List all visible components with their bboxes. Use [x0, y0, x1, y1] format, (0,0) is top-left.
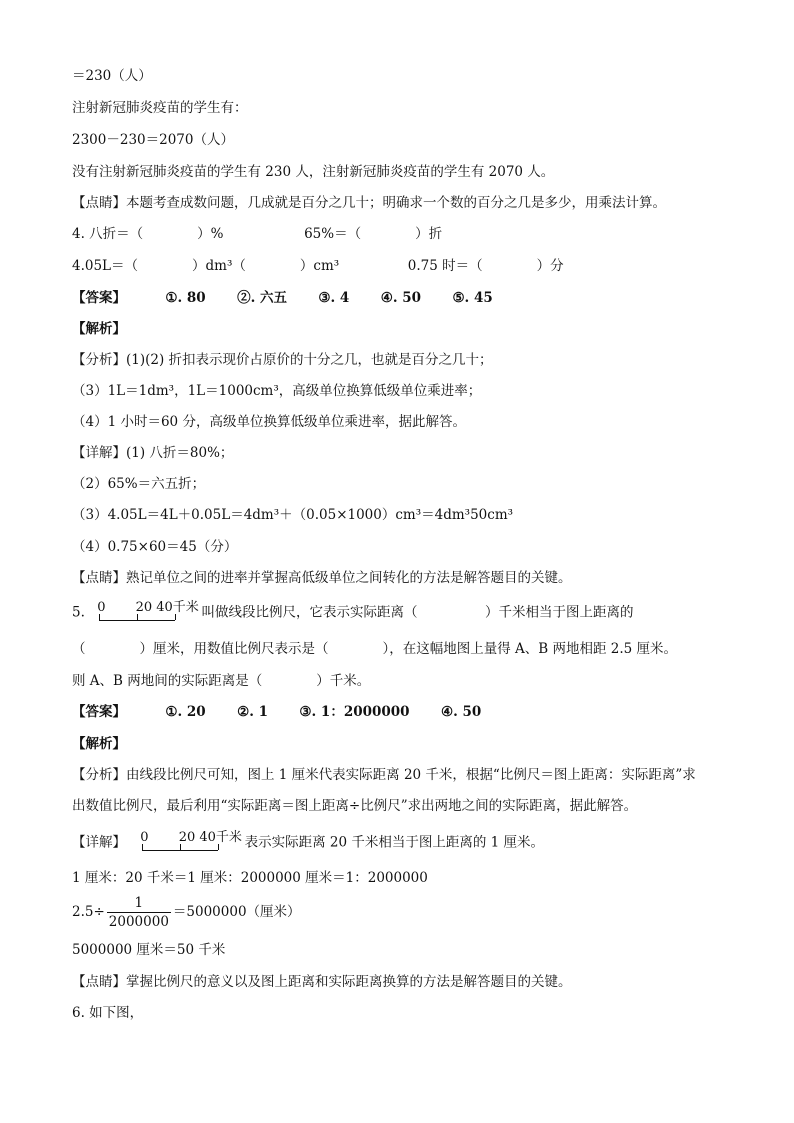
scale-bar: [142, 850, 218, 851]
scale-tick: [142, 844, 143, 850]
note-line: 【点睛】本题考查成数问题，几成就是百分之几十；明确求一个数的百分之几是多少，用乘法计算。: [72, 195, 666, 211]
answer-tag: 【答案】: [72, 290, 126, 306]
detail-line: 5000000 厘米＝50 千米: [72, 942, 226, 958]
line-scale-figure: [140, 830, 240, 856]
fraction-denominator: 2000000: [108, 914, 169, 930]
q5-line3: 则 A、B 两地间的实际距离是（ ）千米。: [72, 673, 371, 689]
q4-part-c: 4.05L＝（ ）dm³（ ）cm³: [72, 258, 340, 274]
answer-item: ③. 1：2000000: [299, 704, 410, 720]
q4-part-a: 4. 八折＝（ ）%: [72, 226, 224, 242]
note-line: 【点睛】熟记单位之间的进率并掌握高低级单位之间转化的方法是解答题目的关键。: [72, 570, 572, 586]
q5-line1: [72, 600, 633, 626]
answer-tag: 【答案】: [72, 704, 126, 720]
text-line: 注射新冠肺炎疫苗的学生有：: [72, 100, 248, 116]
answer-item: ⑤. 45: [452, 290, 493, 306]
analysis-tag: 【解析】: [72, 321, 126, 337]
fraction-line: [72, 893, 301, 931]
analysis-line: 【分析】(1)(2) 折扣表示现价占原价的十分之几，也就是百分之几十；: [72, 352, 493, 368]
conclusion-line: 没有注射新冠肺炎疫苗的学生有 230 人，注射新冠肺炎疫苗的学生有 2070 人。: [72, 164, 555, 180]
analysis-line: 出数值比例尺，最后利用“实际距离＝图上距离÷比例尺”求出两地之间的实际距离，据此解答。: [72, 798, 638, 814]
answer-item: ①. 80: [165, 290, 206, 306]
question-number: 5.: [72, 604, 85, 621]
detail-text: 表示实际距离 20 千米相当于图上距离的 1 厘米。: [244, 834, 545, 851]
q4-line2: [72, 256, 564, 276]
scale-tick: [218, 844, 219, 850]
scale-bar: [99, 620, 175, 621]
analysis-line: （4）1 小时＝60 分，高级单位换算低级单位乘进率，据此解答。: [72, 414, 466, 430]
fraction: [107, 894, 171, 931]
answer-item: ④. 50: [440, 704, 482, 720]
detail-line: （3）4.05L＝4L＋0.05L＝4dm³＋（0.05×1000）cm³＝4dm³50cm³: [72, 507, 514, 523]
detail-line: （2）65%＝六五折；: [72, 476, 206, 492]
q4-part-d: 0.75 时＝（ ）分: [407, 258, 564, 274]
detail-line: （4）0.75×60＝45（分）: [72, 539, 238, 555]
scale-label: 0 20 40千米: [97, 600, 199, 615]
analysis-tag: 【解析】: [72, 736, 126, 752]
detail-tag: 【详解】: [72, 834, 126, 851]
q5-line2: （ ）厘米，用数值比例尺表示是（ ），在这幅地图上量得 A、B 两地相距 2.5 厘米。: [72, 641, 678, 657]
calc-line: 2300－230＝2070（人）: [72, 132, 234, 148]
fraction-numerator: 1: [107, 894, 171, 913]
q4-answer-line: [72, 288, 493, 308]
analysis-line: 【分析】由线段比例尺可知，图上 1 厘米代表实际距离 20 千米，根据“比例尺＝图上距离：实际距离”求: [72, 767, 696, 783]
scale-tick: [137, 614, 138, 620]
q5-answer-line: [72, 702, 481, 722]
scale-tick: [175, 614, 176, 620]
detail-line: 【详解】(1) 八折＝80%；: [72, 445, 234, 461]
detail-line-with-scale: [72, 830, 544, 856]
line-scale-figure: [97, 600, 197, 626]
detail-line: 1 厘米：20 千米＝1 厘米：2000000 厘米＝1：2000000: [72, 870, 428, 886]
answer-item: ③. 4: [318, 290, 350, 306]
calc-line: ＝230（人）: [72, 68, 152, 84]
analysis-line: （3）1L＝1dm³，1L＝1000cm³，高级单位换算低级单位乘进率；: [72, 383, 482, 399]
q4-part-b: 65%＝（ ）折: [304, 226, 443, 242]
answer-item: ②. 1: [237, 704, 269, 720]
answer-item: ④. 50: [380, 290, 422, 306]
calc-suffix: ＝5000000（厘米）: [172, 904, 301, 920]
scale-tick: [180, 844, 181, 850]
scale-label: 0 20 40千米: [140, 830, 242, 845]
answer-item: ①. 20: [165, 704, 206, 720]
scale-tick: [99, 614, 100, 620]
note-line: 【点睛】掌握比例尺的意义以及图上距离和实际距离换算的方法是解答题目的关键。: [72, 974, 572, 990]
q4-line1: [72, 224, 442, 244]
answer-item: ②. 六五: [237, 290, 288, 306]
calc-prefix: 2.5÷: [72, 904, 105, 920]
q6-line: 6. 如下图，: [72, 1005, 144, 1021]
q5-text: 叫做线段比例尺，它表示实际距离（ ）千米相当于图上距离的: [201, 604, 634, 621]
